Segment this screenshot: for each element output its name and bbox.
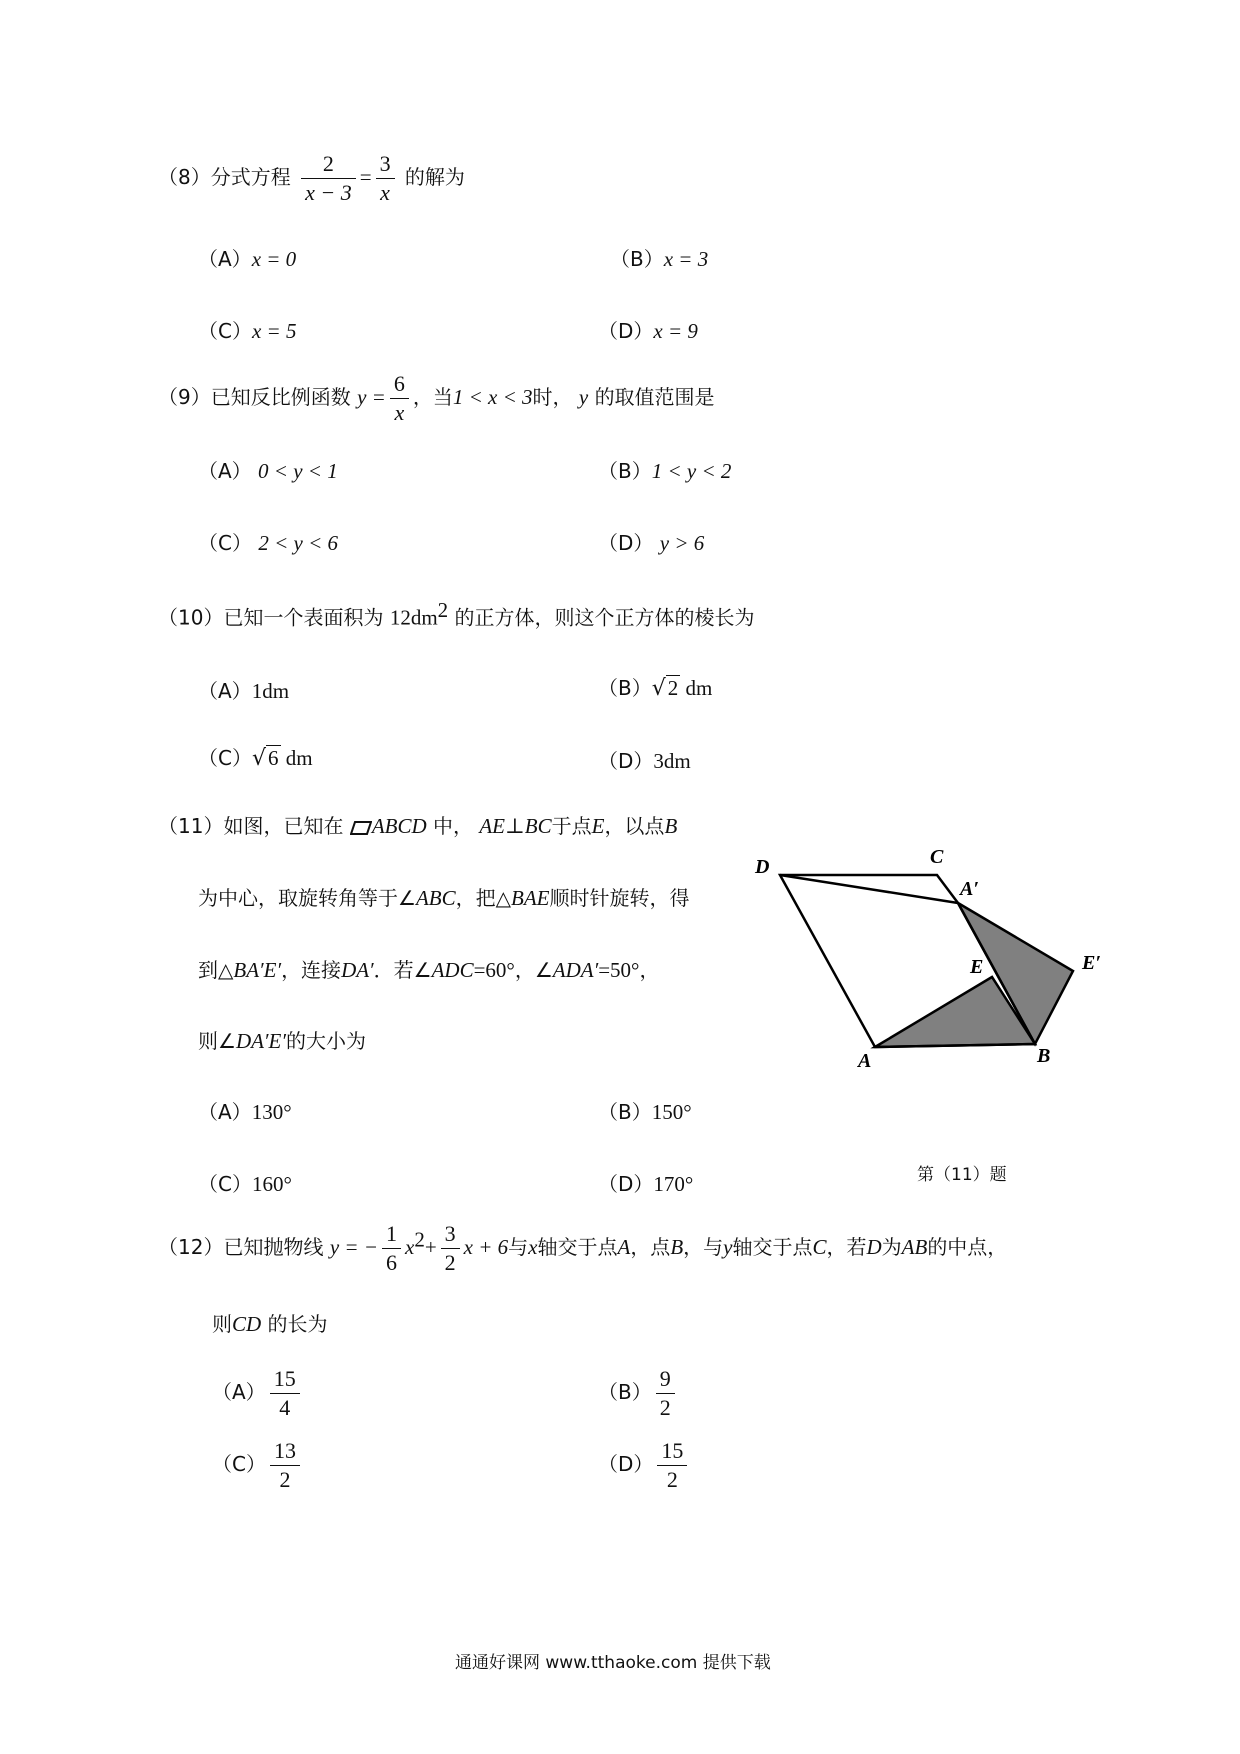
fraction: $\frac{3}{2}$ [441,1220,460,1277]
option-8a: （A）x = 0 [198,247,297,271]
option-9c: （C） 2 < y < 6 [198,531,338,555]
sqrt: √2 [651,676,679,701]
question-10: （10）已知一个表面积为 $12dm^2$ 的正方体，则这个正方体的棱长为 [158,598,755,630]
label-a1: A′ [960,878,979,900]
question-12-line1: （12）已知抛物线 y = − $\frac{1}{6}$ $x^2+$ $\frac{3}{2}$ x + 6与x轴交于点A，点B，与y轴交于点C，若D为AB的中点， [158,1221,1008,1275]
option-11b: （B）150° [598,1100,692,1124]
option-8c: （C）x = 5 [198,319,297,343]
label-e1: E′ [1082,952,1101,974]
label-a: A [858,1050,872,1072]
option-12b: （B） $\frac{9}{2}$ [598,1365,679,1422]
option-10d: （D）3dm [598,749,691,773]
option-9b: （B）1 < y < 2 [598,459,732,483]
label-b: B [1037,1045,1051,1067]
option-10c: （C）√6 dm [198,746,313,771]
page-footer[interactable]: 通通好课网 www.tthaoke.com 提供下载 [455,1653,771,1673]
option-10a: （A）1dm [198,679,290,703]
question-8: （8）分式方程 $\frac{2}{x - 3}$ = $\frac{3}{x}$ 的解为 [158,151,465,205]
label-e: E [970,956,984,978]
question-11-line3: 到△BA′E′，连接DA′．若∠ADC=60°，∠ADA′=50°， [198,958,660,982]
figure-caption: 第（11）题 [917,1165,1007,1185]
parallelogram-icon [350,816,372,830]
option-8b: （B）x = 3 [610,247,709,271]
option-12d: （D） $\frac{15}{2}$ [598,1437,691,1494]
option-11d: （D）170° [598,1172,694,1196]
option-9a: （A） 0 < y < 1 [198,459,338,483]
segment-da1 [780,875,958,903]
question-12-line2: 则CD 的长为 [212,1312,328,1336]
fraction: $\frac{15}{4}$ [270,1365,300,1422]
option-11a: （A）130° [198,1100,292,1124]
geometry-figure-11 [740,835,1120,1075]
label-d: D [755,856,770,878]
option-12a: （A） $\frac{15}{4}$ [212,1365,304,1422]
sqrt: √6 [251,746,279,771]
fraction: $\frac{15}{2}$ [657,1437,687,1494]
fraction: $\frac{3}{x}$ [376,150,395,207]
fraction: $\frac{13}{2}$ [270,1437,300,1494]
question-9: （9）已知反比例函数 y = $\frac{6}{x}$ ，当1 < x < 3时， y 的取值范围是 [158,371,715,425]
fraction: $\frac{2}{x - 3}$ [301,150,356,207]
option-9d: （D） y > 6 [598,531,705,555]
option-11c: （C）160° [198,1172,292,1196]
label-c: C [930,846,944,868]
option-8d: （D）x = 9 [598,319,698,343]
question-11-line4: 则∠DA′E′的大小为 [198,1029,366,1053]
option-10b: （B）√2 dm [598,676,713,701]
fraction: $\frac{9}{2}$ [656,1365,675,1422]
option-12c: （C） $\frac{13}{2}$ [212,1437,304,1494]
question-11-line2: 为中心，取旋转角等于∠ABC，把△BAE顺时针旋转，得 [198,886,690,910]
question-11-line1: （11）如图，已知在 ABCD 中， AE⊥BC于点E，以点B [158,814,678,838]
fraction: $\frac{6}{x}$ [390,370,409,427]
fraction: $\frac{1}{6}$ [382,1220,401,1277]
